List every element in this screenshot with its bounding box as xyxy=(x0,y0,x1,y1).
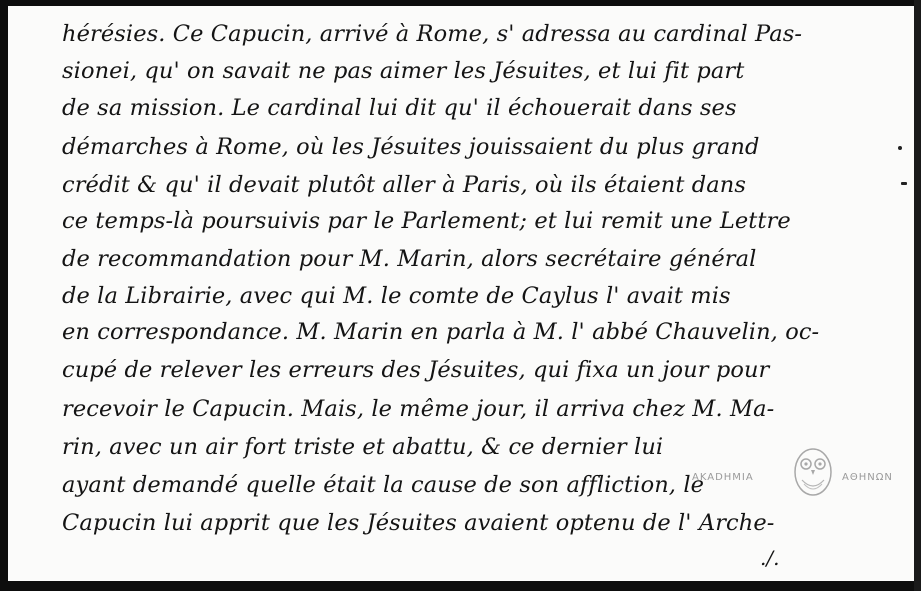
margin-dash xyxy=(901,182,907,185)
text-line-7: de recommandation pour M. Marin, alors secrétaire général xyxy=(62,246,757,272)
text-line-6: ce temps-là poursuivis par le Parlement; et lui remit une Lettre xyxy=(62,208,791,234)
owl-seal-icon xyxy=(790,444,836,498)
margin-dot xyxy=(898,146,902,150)
text-line-1: hérésies. Ce Capucin, arrivé à Rome, s' adressa au cardinal Pas- xyxy=(62,21,803,47)
text-line-5: crédit & qu' il devait plutôt aller à Paris, où ils étaient dans xyxy=(62,172,746,198)
text-line-4: démarches à Rome, où les Jésuites jouissaient du plus grand xyxy=(62,134,760,160)
text-line-3: de sa mission. Le cardinal lui dit qu' il échouerait dans ses xyxy=(62,95,737,121)
text-line-14: Capucin lui apprit que les Jésuites avaient optenu de l' Arche- xyxy=(62,510,775,536)
text-line-10: cupé de relever les erreurs des Jésuites, qui fixa un jour pour xyxy=(62,357,770,383)
text-line-13: ayant demandé quelle était la cause de son affliction, le xyxy=(62,472,705,498)
text-line-12: rin, avec un air fort triste et abattu, & ce dernier lui xyxy=(62,434,664,460)
text-line-11: recevoir le Capucin. Mais, le même jour, il arriva chez M. Ma- xyxy=(62,396,775,422)
scan-border xyxy=(914,0,921,591)
watermark-text-right: AΘHNΩN xyxy=(842,472,893,483)
text-line-2: sionei, qu' on savait ne pas aimer les Jésuites, et lui fit part xyxy=(62,58,745,84)
continuation-mark: ./. xyxy=(760,546,780,570)
text-line-9: en correspondance. M. Marin en parla à M. l' abbé Chauvelin, oc- xyxy=(62,319,820,345)
library-watermark xyxy=(692,442,914,502)
index-card xyxy=(8,6,914,581)
text-line-8: de la Librairie, avec qui M. le comte de Caylus l' avait mis xyxy=(62,283,731,309)
watermark-text-left: AKADHMIA xyxy=(692,472,754,483)
